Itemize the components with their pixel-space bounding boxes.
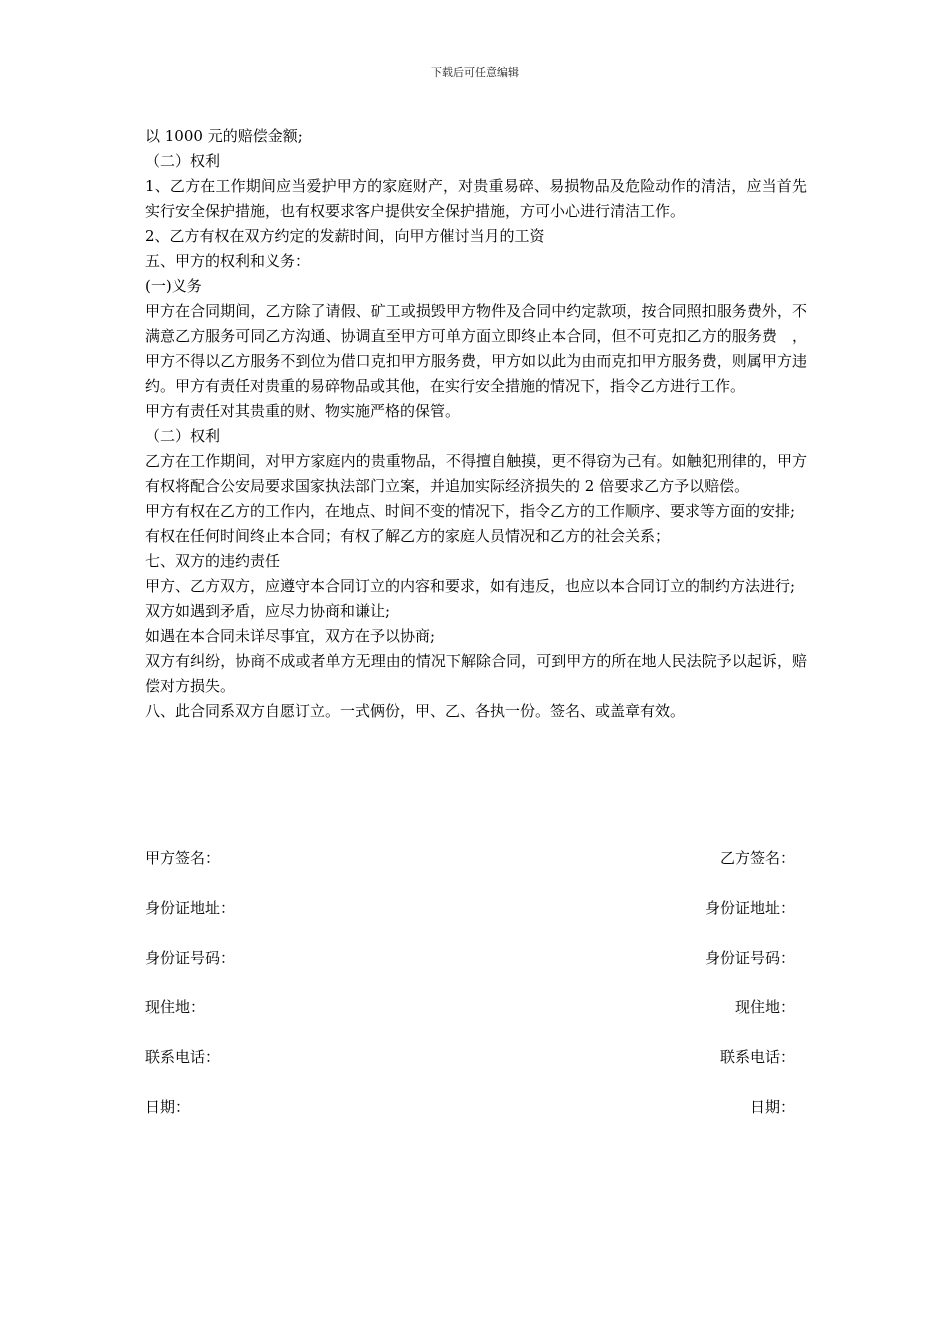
paragraph: 2、乙方有权在双方约定的发薪时间，向甲方催讨当月的工资: [145, 227, 545, 245]
party-b-phone-label: 联系电话：: [719, 1048, 795, 1066]
paragraph: 双方如遇到矛盾，应尽力协商和谦让;: [145, 602, 391, 620]
party-a-phone-label: 联系电话：: [145, 1048, 221, 1066]
party-b-date-label: 日期：: [749, 1098, 795, 1116]
section-heading: (一)义务: [145, 277, 202, 295]
paragraph: 双方有纠纷，协商不成或者单方无理由的情况下解除合同，可到甲方的所在地人民法院予以起诉，赔偿对方损失。: [145, 652, 807, 695]
signature-row-date: [145, 1095, 795, 1120]
page-header: 下载后可任意编辑: [431, 66, 519, 79]
paragraph: 1、乙方在工作期间应当爱护甲方的家庭财产，对贵重易碎、易损物品及危险动作的清洁，应当首先实行安全保护措施，也有权要求客户提供安全保护措施，方可小心进行清洁工作。: [145, 177, 807, 220]
section-heading: （二）权利: [145, 427, 221, 445]
signature-row-name: [145, 846, 795, 871]
section-heading: 七、双方的违约责任: [145, 552, 281, 570]
paragraph: 乙方在工作期间，对甲方家庭内的贵重物品，不得擅自触摸，更不得窃为己有。如触犯刑律的，甲方有权将配合公安局要求国家执法部门立案，并追加实际经济损失的 2 倍要求乙方予以赔偿。: [145, 452, 807, 495]
signature-row-residence: [145, 995, 795, 1020]
party-b-id-number-label: 身份证号码：: [704, 949, 795, 967]
signature-row-phone: [145, 1045, 795, 1070]
signature-row-id-address: [145, 896, 795, 921]
party-b-signature-label: 乙方签名：: [719, 849, 795, 867]
party-b-residence-label: 现住地：: [734, 998, 795, 1016]
signature-row-id-number: [145, 946, 795, 971]
paragraph: 有权在任何时间终止本合同；有权了解乙方的家庭人员情况和乙方的社会关系；: [145, 527, 671, 545]
paragraph: 如遇在本合同未详尽事宜，双方在予以协商;: [145, 627, 436, 645]
section-heading: （二）权利: [145, 152, 221, 170]
party-a-signature-label: 甲方签名：: [145, 849, 221, 867]
contract-body: [145, 124, 807, 724]
paragraph: 甲方有权在乙方的工作内，在地点、时间不变的情况下，指令乙方的工作顺序、要求等方面的安排;: [145, 502, 796, 520]
paragraph: 以 1000 元的赔偿金额;: [145, 127, 303, 145]
party-a-residence-label: 现住地：: [145, 998, 206, 1016]
paragraph: 甲方有责任对其贵重的财、物实施严格的保管。: [145, 402, 461, 420]
party-b-id-address-label: 身份证地址：: [704, 899, 795, 917]
party-a-date-label: 日期：: [145, 1098, 191, 1116]
paragraph: 八、此合同系双方自愿订立。一式俩份，甲、乙、各执一份。签名、或盖章有效。: [145, 702, 686, 720]
party-a-id-address-label: 身份证地址：: [145, 899, 236, 917]
party-a-id-number-label: 身份证号码：: [145, 949, 236, 967]
section-heading: 五、甲方的权利和义务：: [145, 252, 311, 270]
paragraph: 甲方在合同期间，乙方除了请假、矿工或损毁甲方物件及合同中约定款项，按合同照扣服务费外，不满意乙方服务可同乙方沟通、协调直至甲方可单方面立即终止本合同，但不可克扣乙方的服务费 ，甲方不得以乙方服务不到位为借口克扣甲方服务费，甲方如以此为由而克扣甲方服务费，则属甲方违约。甲方有责任对贵重的易碎物品或其他，在实行安全措施的情况下，指令乙方进行工作。: [145, 302, 807, 395]
paragraph: 甲方、乙方双方，应遵守本合同订立的内容和要求，如有违反，也应以本合同订立的制约方法进行;: [145, 577, 796, 595]
